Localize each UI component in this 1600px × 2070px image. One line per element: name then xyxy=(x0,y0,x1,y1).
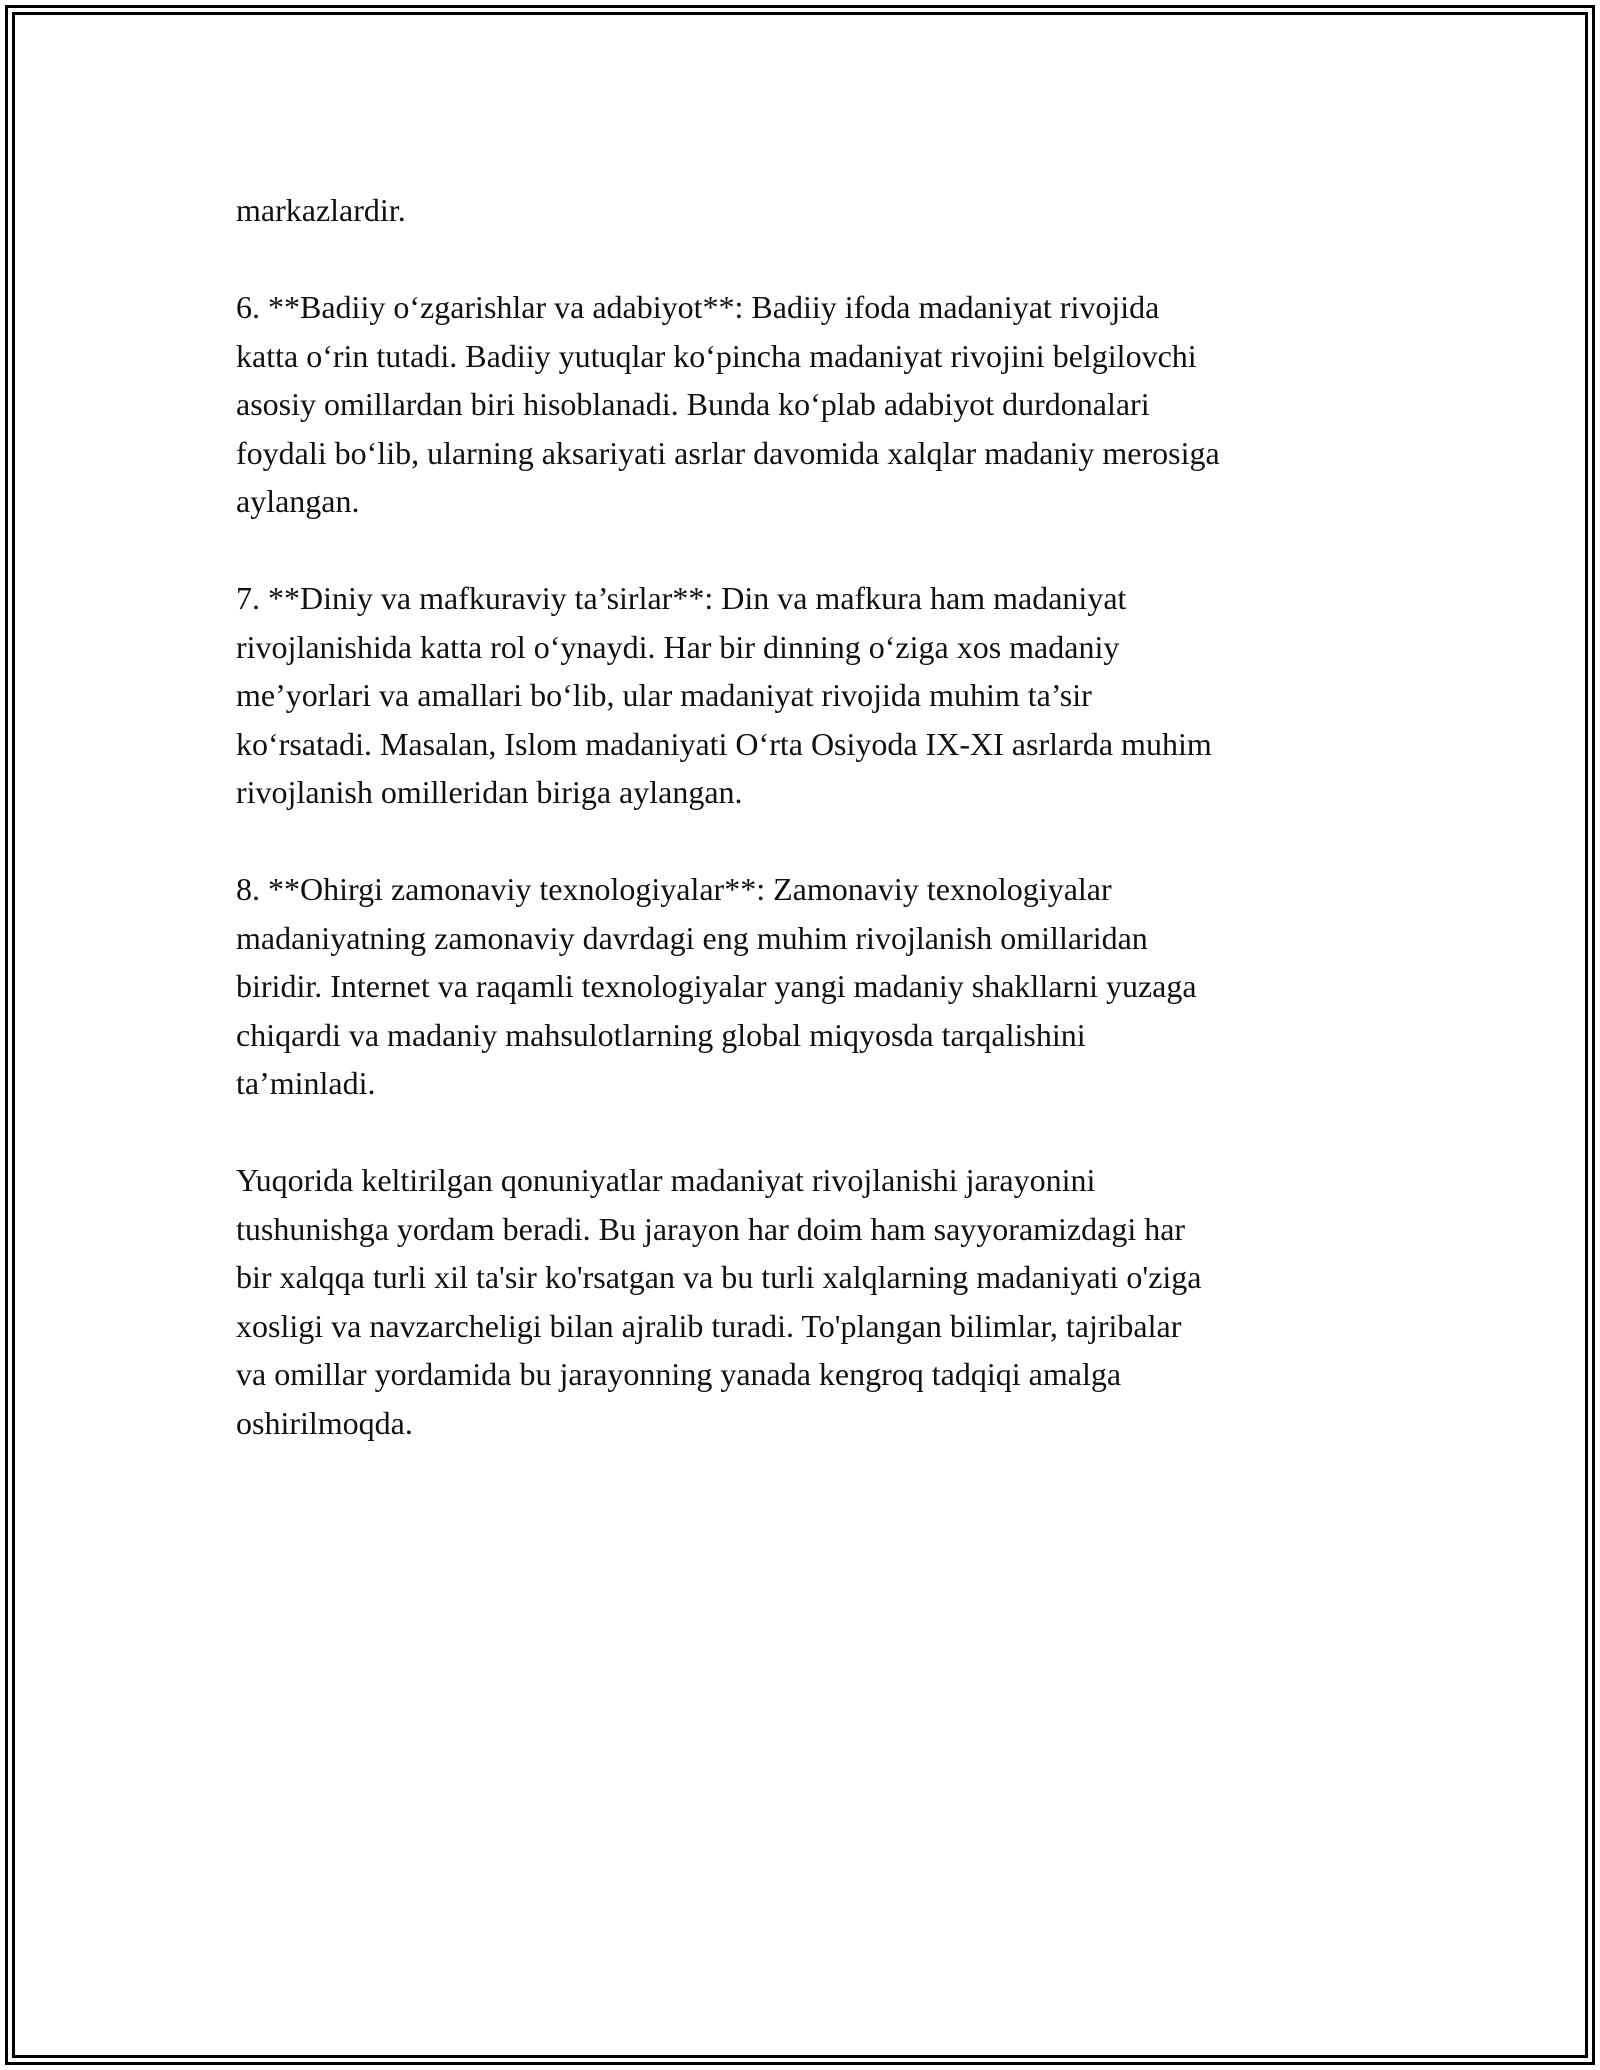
paragraph-continuation: markazlardir. xyxy=(236,192,406,228)
paragraph-item-8: 8. **Ohirgi zamonaviy texnologiyalar**: Zamonaviy texnologiyalar madaniyatning zamonaviy davrdagi eng muhim rivojlanish omillaridan biridir. Internet va raqamli texnologiyalar yangi madaniy shakllarni yuzaga chiqardi va madaniy mahsulotlarning global miqyosda tarqalishini ta’minladi. xyxy=(236,871,1197,1101)
paragraph-item-6: 6. **Badiiy o‘zgarishlar va adabiyot**: Badiiy ifoda madaniyat rivojida katta o‘rin tutadi. Badiiy yutuqlar ko‘pincha madaniyat rivojini belgilovchi asosiy omillardan biri hisoblanadi. Bunda ko‘plab adabiyot durdonalari foydali bo‘lib, ularning aksariyati asrlar davomida xalqlar madaniy merosiga aylangan. xyxy=(236,289,1220,519)
paragraph-conclusion: Yuqorida keltirilgan qonuniyatlar madaniyat rivojlanishi jarayonini tushunishga yordam beradi. Bu jarayon har doim ham sayyoramizdagi har bir xalqqa turli xil ta'sir ko'rsatgan va bu turli xalqlarning madaniyati o'ziga xosligi va navzarcheligi bilan ajralib turadi. To'plangan bilimlar, tajribalar va omillar yordamida bu jarayonning yanada kengroq tadqiqi amalga oshirilmoqda. xyxy=(236,1162,1202,1441)
document-body xyxy=(236,186,1376,1447)
paragraph-item-7: 7. **Diniy va mafkuraviy ta’sirlar**: Din va mafkura ham madaniyat rivojlanishida katta rol o‘ynaydi. Har bir dinning o‘ziga xos madaniy me’yorlari va amallari bo‘lib, ular madaniyat rivojida muhim ta’sir ko‘rsatadi. Masalan, Islom madaniyati O‘rta Osiyoda IX-XI asrlarda muhim rivojlanish omilleridan biriga aylangan. xyxy=(236,580,1212,810)
